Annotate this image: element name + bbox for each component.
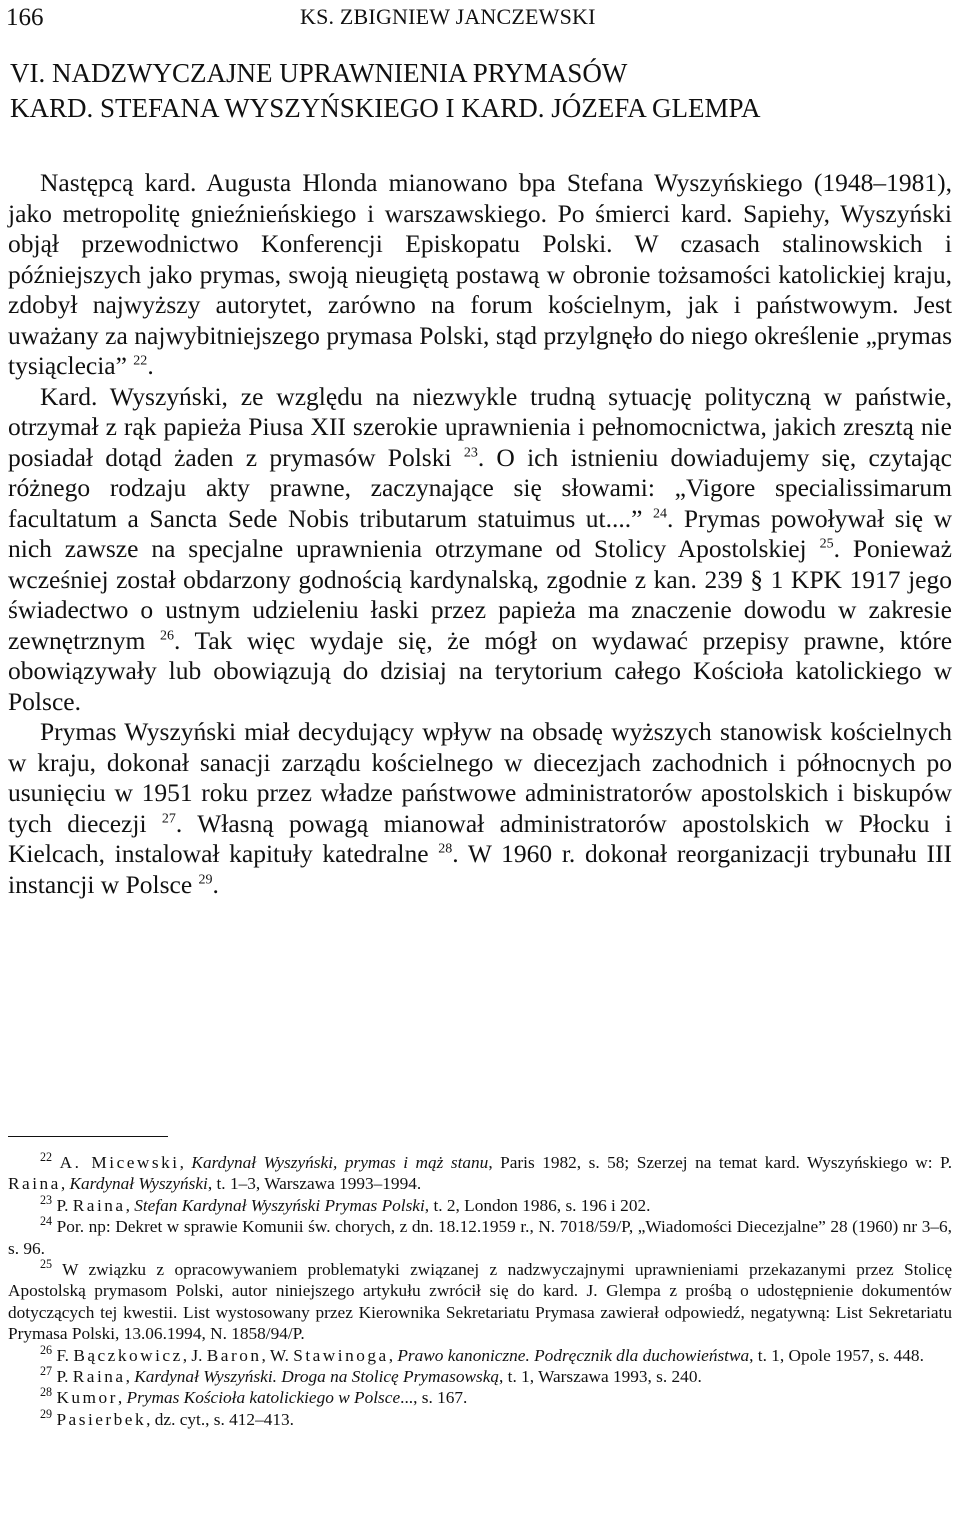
footnote-author: Stawinoga <box>293 1345 389 1365</box>
footnote-ref-22[interactable]: 22 <box>133 353 148 369</box>
running-head: KS. ZBIGNIEW JANCZEWSKI <box>300 4 596 29</box>
footnote-22 <box>8 1152 952 1195</box>
paragraph-3-text-4: . <box>212 869 219 899</box>
footnote-ref-26[interactable]: 26 <box>159 628 174 643</box>
footnote-title: Kardynał Wyszyński. Droga na Stolicę Prymasowską <box>134 1367 500 1387</box>
paragraph-1-text-1: Następcą kard. Augusta Hlonda mianowano bpa Stefana Wyszyńskiego (1948–1981), jako metropolitę gnieźnieńskiego i warszawskiego. Po śmierci kard. Sapiehy, Wyszyński objął przewodnictwo Konferencji Episkopatu Polski. W czasach stalinowskich i późniejszych jako prymas, swoją nieugiętą postawą w obronie tożsamości katolickiej kraju, zdobył najwyższy autorytet, zarówno na forum kościelnym, jak i państwowym. Jest uważany za najwybitniejszego prymasa Polski, stąd przylgnęło do niego określenie „prymas tysiąclecia” <box>8 168 952 380</box>
section-title-line-2: KARD. STEFANA WYSZYŃSKIEGO I KARD. JÓZEFA GLEMPA <box>10 93 761 123</box>
footnote-29 <box>8 1409 952 1430</box>
footnote-text: W związku z opracowywaniem problematyki związanej z nadzwyczajnymi uprawnieniami przekazanymi przez Stolicę Apostolską prymasom Polski, autor niniejszego artykułu zwrócił się do kard. J. Glempa z prośbą o udostępnienie dokumentów dotyczących tej kwestii. List wystosowany przez Kierownika Sekretariatu Prymasa zawierał odpowiedź, negatywną: List Sekretariatu Prymasa Polski, 13.06.1994, N. 1858/94/P. <box>8 1260 952 1344</box>
paragraph-3-text-2: . Własną powagą mianował administratorów apostolskich w Płocku i Kielcach, instalował kapituły katedralne <box>8 808 952 868</box>
paragraph-2-text-1: Kard. Wyszyński, ze względu na niezwykle trudną sytuację polityczną w państwie, otrzymał z rąk papieża Piusa XII szerokie uprawnienia i pełnomocnictwa, jakich zresztą nie posiadał dotąd żaden z prymasów Polski <box>8 381 952 472</box>
page-number: 166 <box>6 4 44 31</box>
footnote-text: , t. 1–3, Warszawa 1993–1994. <box>207 1174 422 1194</box>
footnote-ref-25[interactable]: 25 <box>819 536 834 552</box>
footnote-author: Kumor <box>56 1388 118 1408</box>
footnote-author: Raina <box>8 1174 61 1194</box>
paragraph-3 <box>8 717 952 900</box>
footnote-text: , W. <box>261 1345 294 1365</box>
footnote-text: P. <box>56 1195 73 1215</box>
footnote-ref-24[interactable]: 24 <box>652 506 667 521</box>
footnote-number: 24 <box>40 1214 53 1229</box>
footnote-25 <box>8 1259 952 1345</box>
footnote-separator: , <box>388 1345 398 1365</box>
footnote-28 <box>8 1387 952 1408</box>
footnote-separator: , <box>125 1195 135 1215</box>
footnote-divider <box>8 1136 168 1137</box>
footnote-author: A. Micewski <box>59 1153 180 1172</box>
footnote-separator: , <box>60 1174 70 1194</box>
footnote-title: Kardynał Wyszyński, prymas i mąż stanu <box>191 1153 489 1172</box>
paragraph-2-text-4: . Ponieważ wcześniej został obdarzony godnością kardynalską, zgodnie z kan. 239 § 1 KPK 1917 jego świadectwo o ustnym udzieleniu łaski przez papieża ma znaczenie dowodu w zakresie zewnętrznym <box>8 534 952 655</box>
footnote-ref-27[interactable]: 27 <box>161 811 176 826</box>
footnote-separator: , <box>117 1388 127 1408</box>
footnote-text: , t. 1, Warszawa 1993, s. 240. <box>499 1367 702 1387</box>
paragraph-1 <box>8 168 952 382</box>
footnote-title: Prawo kanoniczne. Podręcznik dla duchowieństwa <box>397 1345 750 1365</box>
footnote-author: Pasierbek <box>56 1409 147 1429</box>
footnote-text: , J. <box>182 1345 207 1365</box>
footnote-number: 23 <box>40 1193 53 1208</box>
footnote-24 <box>8 1216 952 1259</box>
footnote-26 <box>8 1342 952 1366</box>
paragraph-2-text-3: . Prymas powoływał się w nich zawsze na specjalne uprawnienia otrzymane od Stolicy Apostolskiej <box>8 503 952 563</box>
footnote-ref-23[interactable]: 23 <box>463 445 478 460</box>
footnote-text: Por. np: Dekret w sprawie Komunii św. chorych, z dn. 18.12.1959 r., N. 7018/59/P, „Wiadomości Diecezjalne” 28 (1960) nr 3–6, s. 96. <box>8 1217 952 1258</box>
footnotes <box>8 1152 952 1430</box>
footnote-text: , dz. cyt., s. 412–413. <box>146 1409 294 1429</box>
section-title <box>10 56 950 126</box>
footnote-title: Prymas Kościoła katolickiego w Polsce <box>126 1388 401 1408</box>
footnote-title: Stefan Kardynał Wyszyński Prymas Polski <box>134 1195 425 1215</box>
footnote-number: 27 <box>40 1364 53 1379</box>
footnote-number: 28 <box>40 1385 53 1400</box>
paragraph-3-text-3: . W 1960 r. dokonał reorganizacji trybunału III instancji w Polsce <box>8 839 952 899</box>
paragraph-3-text-1: Prymas Wyszyński miał decydujący wpływ na obsadę wyższych stanowisk kościelnych w kraju, dokonał sanacji zarządu kościelnego w diecezjach zachodnich i północnych po usunięciu w 1951 roku przez władze państwowe administratorów apostolskich i biskupów tych diecezji <box>8 717 952 838</box>
footnote-ref-28[interactable]: 28 <box>438 841 453 857</box>
page-header <box>0 0 960 40</box>
footnote-number: 26 <box>40 1342 53 1357</box>
footnote-ref-29[interactable]: 29 <box>198 872 213 887</box>
footnote-text: , Paris 1982, s. 58; Szerzej na temat kard. Wyszyńskiego w: P. <box>488 1153 953 1172</box>
footnote-separator: , <box>179 1153 192 1172</box>
footnote-text: ..., s. 167. <box>400 1388 468 1408</box>
footnote-author: Raina <box>72 1195 126 1215</box>
footnote-author: Baron <box>206 1345 262 1365</box>
footnote-text: , t. 2, London 1986, s. 196 i 202. <box>424 1195 651 1215</box>
paragraph-2-text-2: . O ich istnieniu dowiadujemy się, czytając różnego rodzaju akty prawne, zaczynające się słowami: „Vigore specialissimarum facultatum a Sancta Sede Nobis tributarum statuimus ut....” <box>8 442 953 533</box>
footnote-text: P. <box>56 1367 73 1387</box>
footnote-separator: , <box>125 1367 135 1387</box>
footnote-text: F. <box>56 1345 74 1365</box>
paragraph-2-text-5: . Tak więc wydaje się, że mógł on wydawać przepisy prawne, które obowiązywały lub obowiązują do dzisiaj na terytorium całego Kościoła katolickiego w Polsce. <box>8 625 953 716</box>
footnote-title: Kardynał Wyszyński <box>69 1174 208 1194</box>
footnote-number: 25 <box>40 1257 53 1272</box>
paragraph-2 <box>8 382 952 718</box>
footnote-author: Raina <box>72 1367 126 1387</box>
footnote-23 <box>8 1195 952 1216</box>
footnote-27 <box>8 1366 952 1387</box>
body-text <box>8 168 952 900</box>
footnote-number: 29 <box>40 1407 53 1422</box>
section-title-line-1: VI. NADZWYCZAJNE UPRAWNIENIA PRYMASÓW <box>10 58 628 88</box>
footnote-text: , t. 1, Opole 1957, s. 448. <box>749 1345 924 1365</box>
footnote-author: Bączkowicz <box>73 1345 183 1365</box>
footnote-number: 22 <box>40 1150 53 1165</box>
paragraph-1-text-2: . <box>147 351 154 380</box>
